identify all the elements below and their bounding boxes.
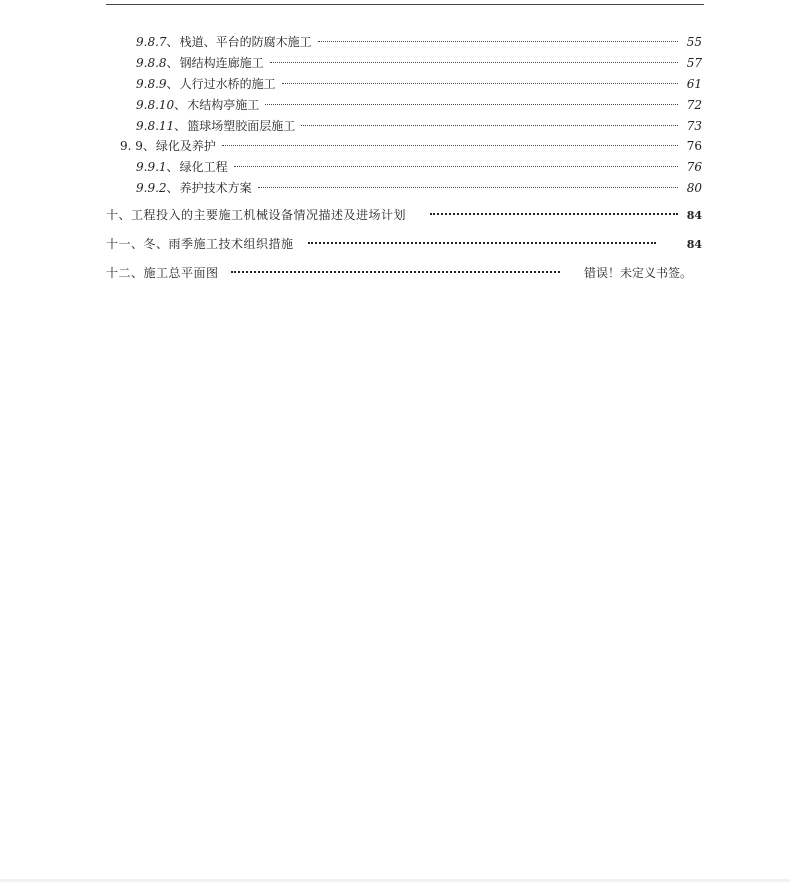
toc-entry-9-8-9[interactable] [136, 72, 702, 92]
toc-entry-9-8-8[interactable] [136, 51, 702, 71]
toc-dot-leader [270, 51, 678, 67]
toc-entry-9-9-1[interactable] [136, 155, 702, 175]
toc-dot-leader [430, 203, 678, 219]
toc-entry-chapter-11[interactable] [106, 232, 702, 253]
toc-entry-9-8-11[interactable] [136, 114, 702, 134]
toc-dot-leader [234, 155, 678, 171]
toc-entry-number: 9. 9 [120, 139, 143, 153]
toc-entry-number: 9.9.2 [136, 181, 167, 195]
toc-entry-number: 9.8.9 [136, 77, 167, 91]
toc-entry-number: 9.8.8 [136, 56, 167, 70]
toc-entry-title: 木结构亭施工 [187, 98, 260, 112]
toc-entry-chapter-10[interactable] [106, 203, 702, 224]
toc-entry-number: 9.8.7 [136, 35, 167, 49]
toc-dot-leader [265, 93, 678, 109]
toc-entry-number: 9.8.11 [136, 119, 175, 133]
toc-entry-page: 错误！未定义书签。 [583, 266, 692, 280]
toc-entry-number: 9.8.10 [136, 98, 175, 112]
toc-entry-separator: 、 [166, 35, 179, 49]
toc-dot-leader [318, 30, 678, 46]
toc-entry-title: 人行过水桥的施工 [179, 77, 276, 91]
toc-entry-page: 73 [686, 119, 702, 133]
toc-entry-9-8-10[interactable] [136, 93, 702, 113]
toc-entry-title: 十、工程投入的主要施工机械设备情况描述及进场计划 [106, 208, 407, 222]
toc-entry-title: 养护技术方案 [179, 181, 252, 195]
toc-entry-title: 篮球场塑胶面层施工 [187, 119, 296, 133]
toc-entry-page: 57 [686, 56, 702, 70]
toc-dot-leader [308, 232, 656, 248]
toc-dot-leader [301, 114, 678, 130]
header-rule [106, 4, 704, 5]
toc-dot-leader [258, 176, 678, 192]
toc-entry-separator: 、 [166, 77, 179, 91]
toc-entry-9-8-7[interactable] [136, 30, 702, 50]
toc-entry-separator: 、 [166, 181, 179, 195]
toc-entry-separator: 、 [174, 119, 187, 133]
toc-entry-chapter-12[interactable] [106, 261, 692, 281]
toc-entry-9-9-2[interactable] [136, 176, 702, 196]
toc-entry-page: 76 [686, 160, 702, 174]
toc-entry-title: 十一、冬、雨季施工技术组织措施 [106, 237, 294, 251]
toc-entry-separator: 、 [142, 139, 155, 153]
toc-entry-title: 绿化工程 [179, 160, 228, 174]
toc-entry-page: 84 [686, 238, 702, 251]
toc-entry-page: 72 [686, 98, 702, 112]
toc-dot-leader [282, 72, 678, 88]
toc-entry-page: 76 [686, 139, 702, 153]
toc-entry-9-9[interactable] [120, 134, 702, 154]
toc-dot-leader [222, 134, 678, 150]
toc-dot-leader [231, 261, 560, 277]
toc-entry-number: 9.9.1 [136, 160, 167, 174]
toc-entry-title: 栈道、平台的防腐木施工 [179, 35, 312, 49]
toc-entry-separator: 、 [166, 160, 179, 174]
toc-entry-page: 61 [686, 77, 702, 91]
toc-entry-separator: 、 [166, 56, 179, 70]
toc-entry-page: 84 [686, 209, 702, 222]
toc-entry-page: 55 [686, 35, 702, 49]
toc-entry-page: 80 [686, 181, 702, 195]
toc-entry-title: 钢结构连廊施工 [179, 56, 264, 70]
toc-entry-title: 绿化及养护 [155, 139, 216, 153]
toc-entry-title: 十二、施工总平面图 [106, 266, 219, 280]
toc-entry-separator: 、 [174, 98, 187, 112]
